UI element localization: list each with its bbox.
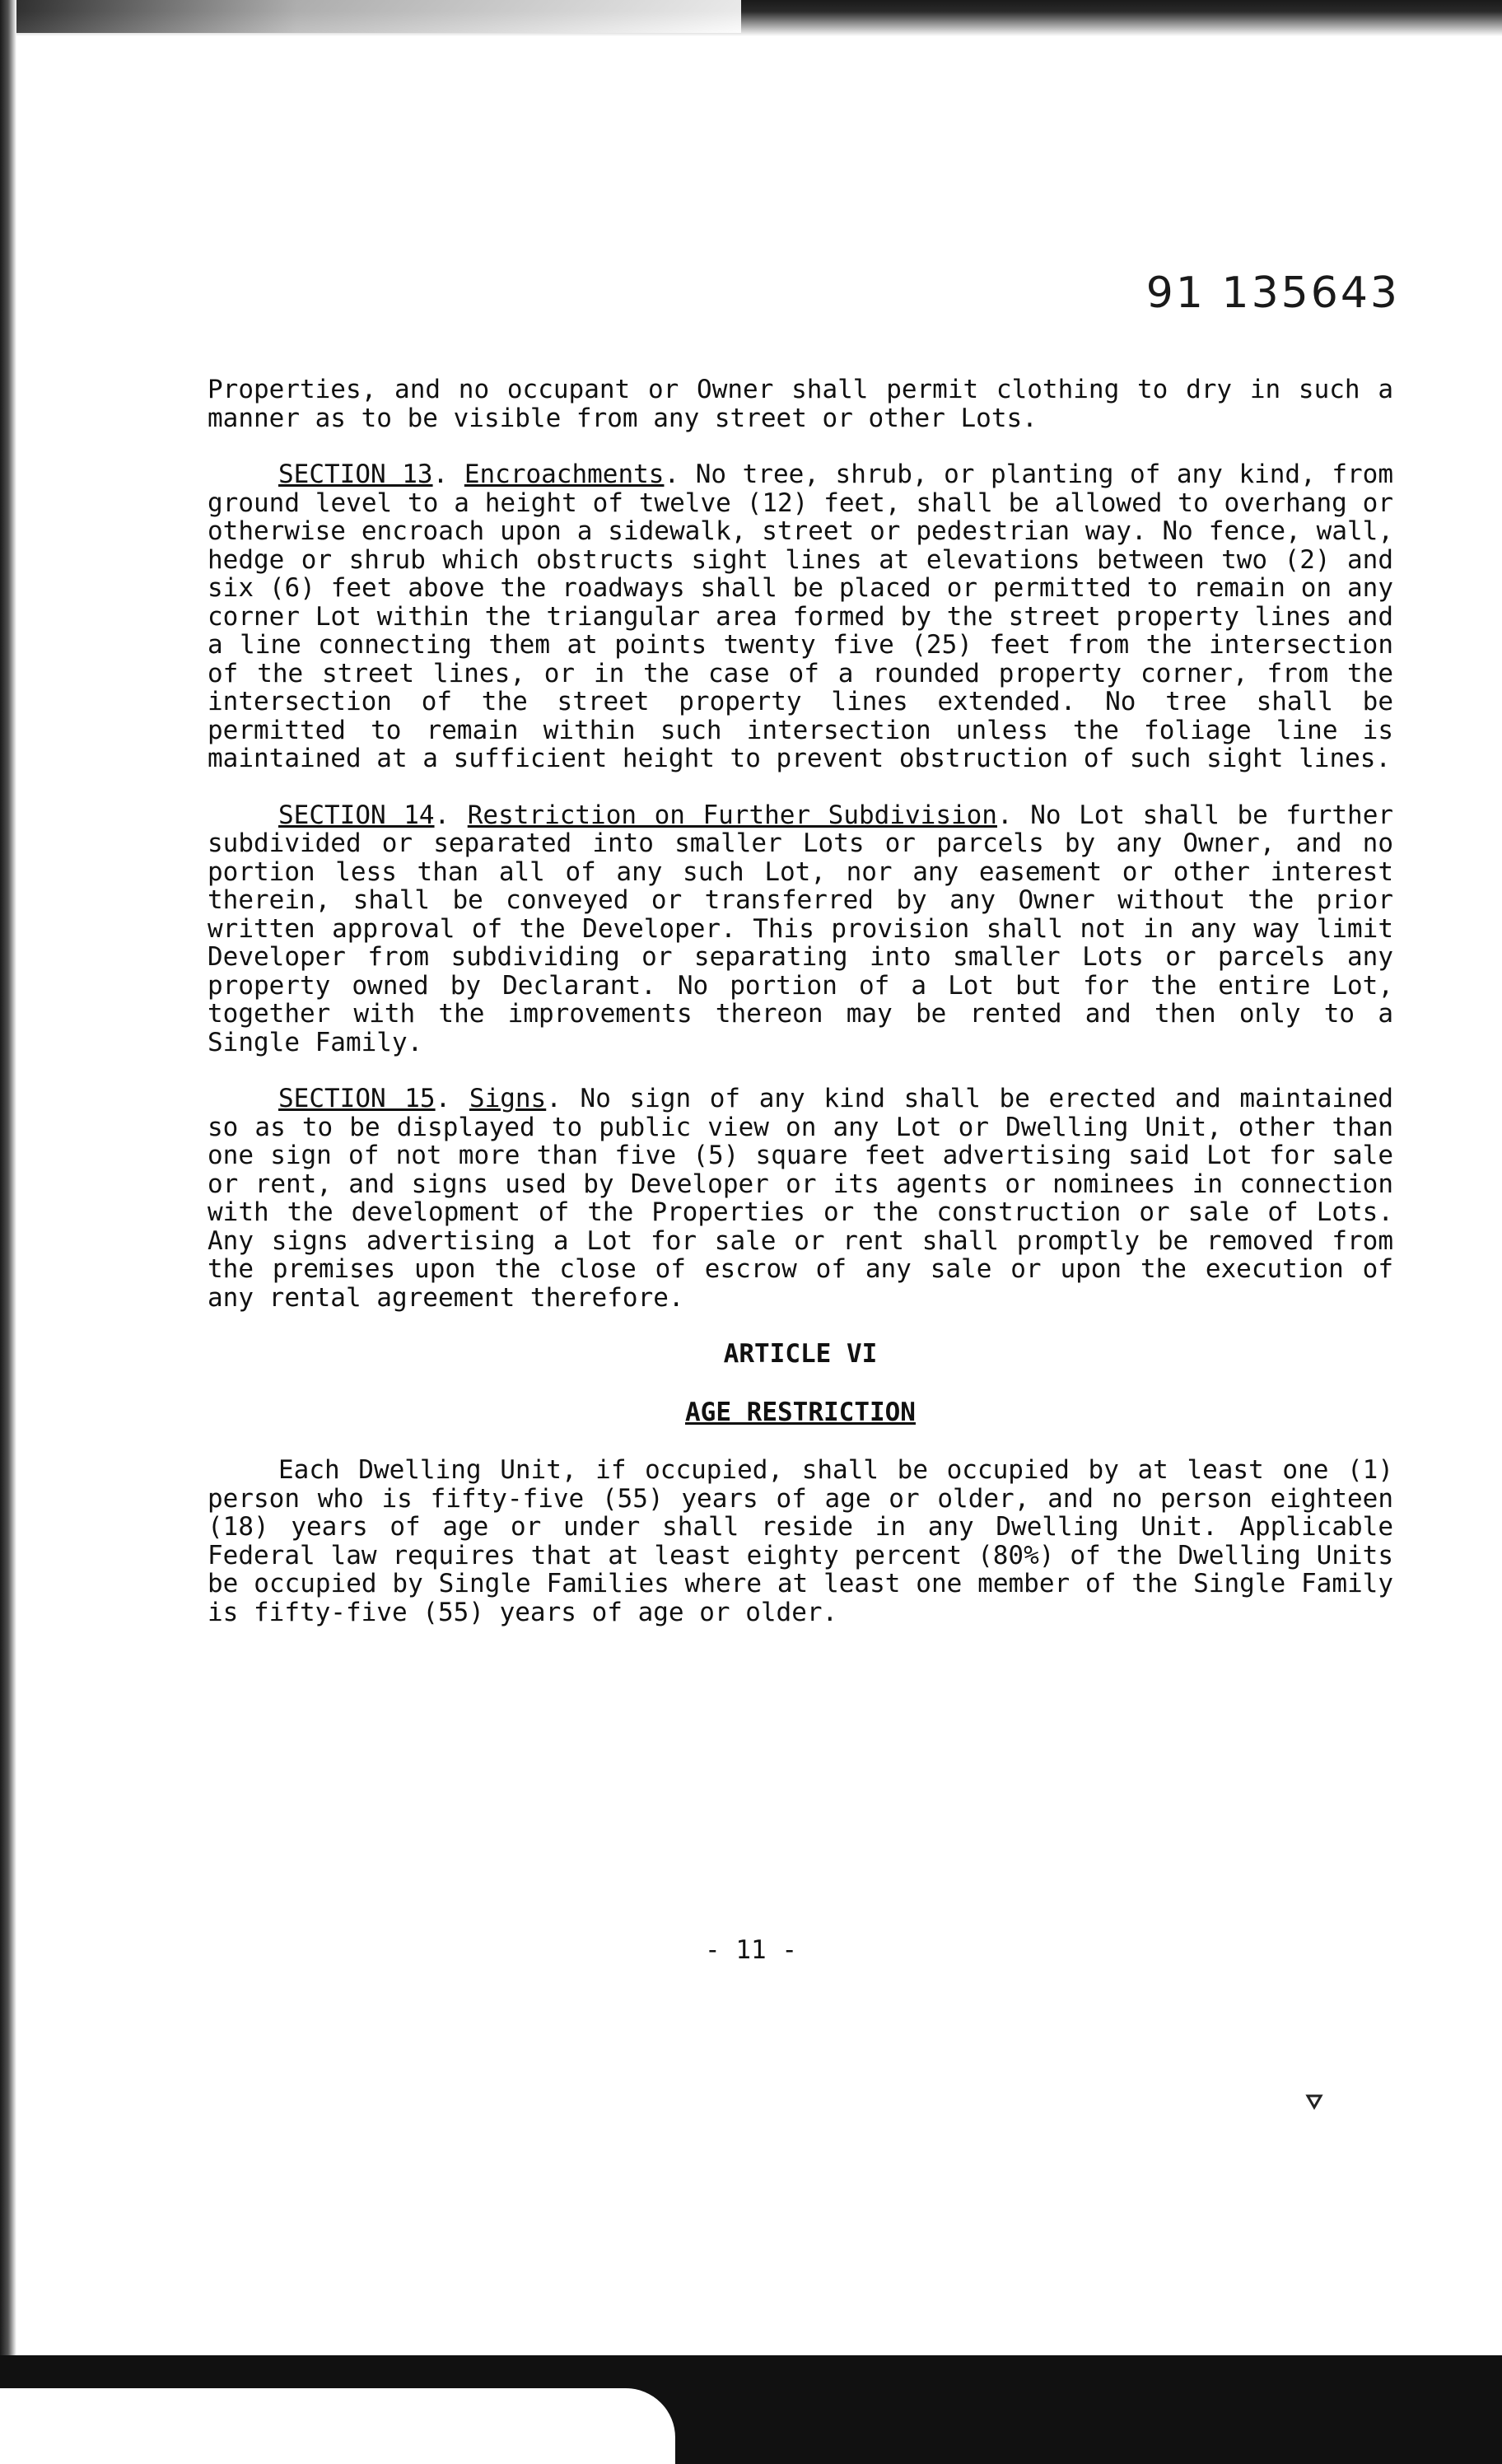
age-restriction-text: Each Dwelling Unit, if occupied, shall be occupied by at least one (1) person who is fifty-five (55) years of age or older, and no person eighteen (18) years of age or under shall reside in any Dwelling Unit. Applicable Federal law requires that at least eighty percent (80%) of the Dwelling Units be occupied by Single Families where at least one member of the Single Family is fifty-five (55) years of age or older. <box>208 1455 1393 1627</box>
section-13-title: Encroachments <box>464 460 665 489</box>
section-15-paragraph: SECTION 15. Signs. No sign of any kind shall be erected and maintained so as to be displayed to public view on any Lot or Dwelling Unit, other than one sign of not more than five (5) square feet advertising said Lot for sale or rent, and signs used by Developer or its agents or nominees in connection with the development of the Properties or the construction or sale of Lots. Any signs advertising a Lot for sale or rent shall promptly be removed from the premises upon the close of escrow of any sale or upon the execution of any rental agreement therefore. <box>208 1084 1394 1313</box>
document-body <box>208 376 1393 1654</box>
section-14-paragraph: SECTION 14. Restriction on Further Subdivision. No Lot shall be further subdivided or separated into smaller Lots or parcels by any Owner, and no portion less than all of any such Lot, nor any easement or other interest therein, shall be conveyed or transferred by any Owner without the prior written approval of the Developer. This provision shall not in any way limit Developer from subdividing or separating into smaller Lots or parcels any property owned by Declarant. No portion of a Lot but for the entire Lot, together with the improvements thereon may be rented and then only to a Single Family. <box>208 800 1394 1057</box>
scan-top-shadow <box>0 0 741 33</box>
scan-left-edge <box>0 0 16 2464</box>
article-subheading: AGE RESTRICTION <box>685 1397 916 1427</box>
section-15-label: SECTION 15 <box>278 1084 436 1113</box>
section-15-text: No sign of any kind shall be erected and maintained so as to be displayed to public view on any Lot or Dwelling Unit, other than one sign of not more than five (5) square feet advertising said Lot for sale or rent, and signs used by Developer or its agents or nominees in connection with the development of the Properties or the construction or sale of Lots. Any signs advertising a Lot for sale or rent shall promptly be removed from the premises upon the close of escrow of any sale or upon the execution of any rental agreement therefore. <box>208 1084 1394 1313</box>
section-14-text: No Lot shall be further subdivided or separated into smaller Lots or parcels by any Owner, and no portion less than all of any such Lot, nor any easement or other interest therein, shall be conveyed or transferred by any Owner without the prior written approval of the Developer. This provision shall not in any way limit Developer from subdividing or separating into smaller Lots or parcels any property owned by Declarant. No portion of a Lot but for the entire Lot, together with the improvements thereon may be rented and then only to a Single Family. <box>208 800 1394 1057</box>
section-13-text: No tree, shrub, or planting of any kind, from ground level to a height of twelve (12) feet, shall be allowed to overhang or otherwise encroach upon a sidewalk, street or pedestrian way. No fence, wall, hedge or shrub which obstructs sight lines at elevations between two (2) and six (6) feet above the roadways shall be placed or permitted to remain on any corner Lot within the triangular area formed by the street property lines and a line connecting them at points twenty five (25) feet from the intersection of the street lines, or in the case of a rounded property corner, from the intersection of the street property lines extended. No tree shall be permitted to remain within such intersection unless the foliage line is maintained at a sufficient height to prevent obstruction of such sight lines. <box>208 460 1394 773</box>
section-15-title: Signs <box>469 1084 547 1113</box>
scan-bottom-corner <box>0 2388 675 2464</box>
document-number: 91 135643 <box>1145 268 1400 318</box>
section-14-title: Restriction on Further Subdivision <box>467 800 997 830</box>
section-13-paragraph: SECTION 13. Encroachments. No tree, shrub, or planting of any kind, from ground level to a height of twelve (12) feet, shall be allowed to overhang or otherwise encroach upon a sidewalk, street or pedestrian way. No fence, wall, hedge or shrub which obstructs sight lines at elevations between two (2) and six (6) feet above the roadways shall be placed or permitted to remain on any corner Lot within the triangular area formed by the street property lines and a line connecting them at points twenty five (25) feet from the intersection of the street lines, or in the case of a rounded property corner, from the intersection of the street property lines extended. No tree shall be permitted to remain within such intersection unless the foliage line is maintained at a sufficient height to prevent obstruction of such sight lines. <box>208 460 1394 773</box>
scan-speck-mark <box>1305 2092 1323 2110</box>
age-restriction-paragraph <box>208 1456 1393 1626</box>
article-heading: ARTICLE VI <box>723 1339 878 1369</box>
section-13-label: SECTION 13 <box>278 460 433 489</box>
section-14-label: SECTION 14 <box>278 800 435 830</box>
intro-paragraph: Properties, and no occupant or Owner shall permit clothing to dry in such a manner as to be visible from any street or other Lots. <box>208 375 1393 433</box>
page-number: - 11 - <box>705 1935 797 1965</box>
